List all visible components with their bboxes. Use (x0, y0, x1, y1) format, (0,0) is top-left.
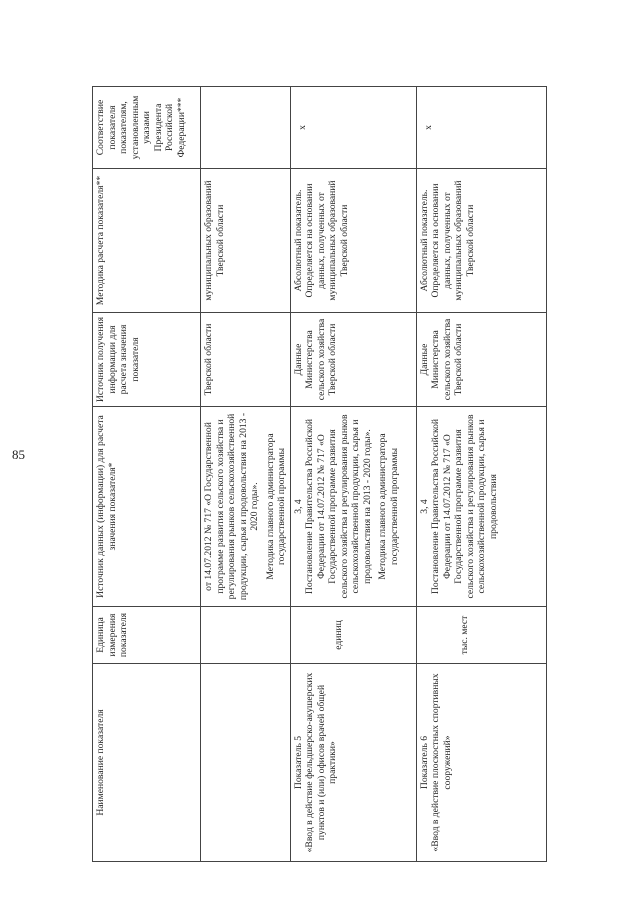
cell-method: Абсолютный показатель. Определяется на основании данных, полученных от муниципальных образований Тверской области (290, 169, 416, 313)
table-row (201, 87, 291, 862)
table-row (416, 87, 546, 862)
cell-unit: единиц (290, 607, 416, 664)
header-compliance: Соответствие показателя показателям, установленным указами Президента Российской Федерации*** (93, 87, 201, 169)
header-method: Методика расчета показателя** (93, 169, 201, 313)
cell-info-source: Тверской области (201, 313, 291, 407)
cell-name (201, 664, 291, 862)
cell-compliance: x (290, 87, 416, 169)
table-header-row (93, 87, 201, 862)
data-source-text: от 14.07.2012 № 717 «О Государственной программе развития сельского хозяйства и регулирования рынков сельскохозяйственной продукции, сырья и продовольствия на 2013 - 2020 годы». (203, 412, 260, 601)
indicator-name: «Ввод в действие плоскостных спортивных сооружений» (430, 673, 453, 852)
header-info-source: Источник получения информации для расчета значения показателя (93, 313, 201, 407)
indicator-title: Показатель 6 (418, 735, 430, 790)
data-source-text: Постановление Правительства Российской Федерации от 14.07.2012 № 717 «О Государственной программе развития сельского хозяйства и регулирования рынков сельскохозяйственной продукции, сырья и продовольствия на 2013 - 2020 годы». (304, 414, 373, 599)
cell-data-source (201, 407, 291, 607)
header-indicator-name: Наименование показателя (93, 664, 201, 862)
cell-unit: тыс. мест (416, 607, 546, 664)
cell-data-source (416, 407, 546, 607)
cell-name (416, 664, 546, 862)
page-number: 85 (12, 447, 25, 462)
indicators-table (92, 86, 547, 862)
cell-name (290, 664, 416, 862)
rotated-page (92, 87, 540, 862)
method-source-text: Методика главного администратора государственной программы (264, 433, 287, 580)
header-unit: Единица измерения показателя (93, 607, 201, 664)
indicator-name: «Ввод в действие фельдшерско-акушерских пунктов и (или) офисов врачей общей практики» (304, 672, 338, 853)
header-data-source: Источник данных (информации) для расчета значения показателя* (93, 407, 201, 607)
indicator-title: Показатель 5 (292, 735, 304, 790)
cell-method: муниципальных образований Тверской области (201, 169, 291, 313)
data-ref: 3, 4 (292, 499, 304, 514)
cell-compliance (201, 87, 291, 169)
data-source-text: Постановление Правительства Российской Федерации от 14.07.2012 № 717 «О Государственной программе развития сельского хозяйства и регулирования рынков сельскохозяйственной продукции, сырья и продовольствия (430, 414, 499, 599)
cell-compliance: x (416, 87, 546, 169)
cell-info-source: Данные Министерства сельского хозяйства Тверской области (416, 313, 546, 407)
data-ref: 3, 4 (418, 499, 430, 514)
cell-unit (201, 607, 291, 664)
cell-data-source (290, 407, 416, 607)
method-source-text: Методика главного администратора государственной программы (377, 433, 400, 580)
cell-info-source: Данные Министерства сельского хозяйства Тверской области (290, 313, 416, 407)
cell-method: Абсолютный показатель. Определяется на основании данных, полученных от муниципальных образований Тверской области (416, 169, 546, 313)
table-row (290, 87, 416, 862)
